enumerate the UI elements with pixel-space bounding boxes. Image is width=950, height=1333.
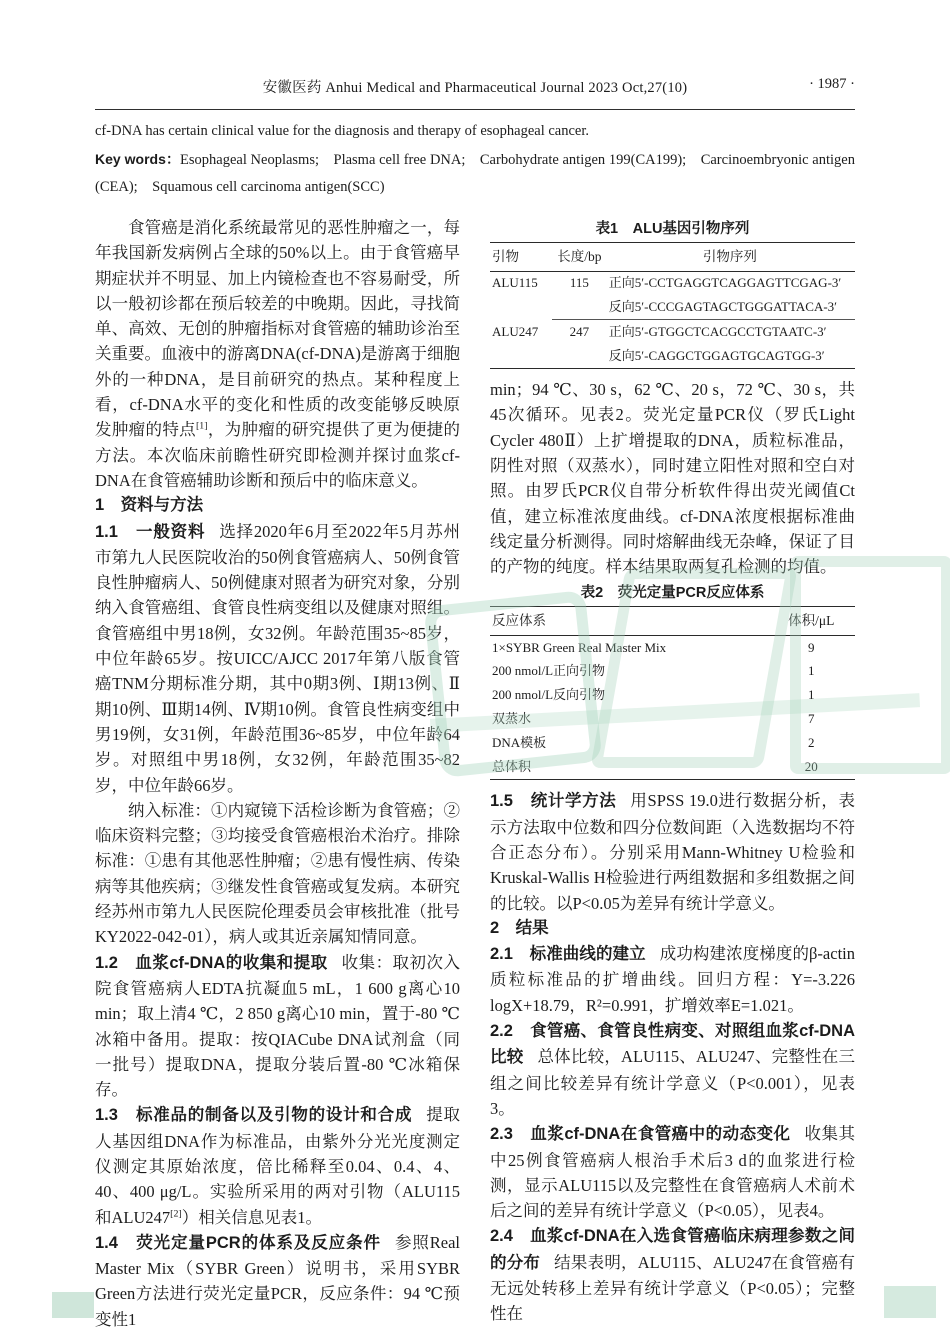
table-cell: 115 xyxy=(569,275,589,291)
table-cell: 20 xyxy=(804,758,818,774)
paragraph-1-4 xyxy=(95,1230,460,1332)
paragraph-2-3-head: 2.3 血浆cf-DNA在食管癌中的动态变化 xyxy=(490,1125,791,1144)
body-columns xyxy=(95,215,855,1332)
intro-text-a: 食管癌是消化系统最常见的恶性肿瘤之一，每年我国新发病例占全球的50%以上。由于食管癌早期症状并不明显、加上内镜检查也不容易耐受，所以一般初诊都在预后较差的中晚期。因此，寻找简单、高效、无创的肿瘤指标对食管癌的辅助诊治至关重要。血液中的游离DNA(cf-DNA)是游离于细胞外的一种DNA，是目前研究的热点。某种程度上看，cf-DNA水平的变化和性质的改变能够反映原发肿瘤的特点 xyxy=(95,218,460,440)
keywords-block xyxy=(95,146,855,201)
table-cell: 200 nmol/L反向引物 xyxy=(492,687,606,703)
table-cell: 1 xyxy=(807,663,815,679)
table-cell: 9 xyxy=(807,639,815,655)
table-column-header: 引物序列 xyxy=(607,243,855,272)
table-cell: ALU247 xyxy=(492,323,539,339)
paragraph-1-4-head: 1.4 荧光定量PCR的体系及反应条件 xyxy=(95,1233,381,1252)
table-row xyxy=(490,320,855,344)
table-row xyxy=(490,295,855,319)
reference-2-superscript: [2] xyxy=(170,1208,182,1220)
table-cell: 正向5′-GTGGCTCACGCCTGTAATC-3′ xyxy=(608,323,827,339)
paragraph-2-2-head: 2.2 食管癌、食管良性病变、对照组血浆cf-DNA比较 xyxy=(490,1022,855,1067)
right-column xyxy=(490,215,855,1332)
table-1-caption: 表1 ALU基因引物序列 xyxy=(595,221,750,237)
section-1-heading: 1 资料与方法 xyxy=(95,496,204,515)
paragraph-1-1-head: 1.1 一般资料 xyxy=(95,522,206,541)
paragraph-1-1-text: 选择2020年6月至2022年5月苏州市第九人民医院收治的50例食管癌病人、50例食管良性肿瘤病人、50例健康对照者为研究对象，分别纳入食管癌组、食管良性病变组以及健康对照组。食管癌组中男18例，女32例。年龄范围35~85岁，中位年龄65岁。按UICC/AJCC 2017年第八版食管癌TNM分期标准分期，其中0期3例、Ⅰ期13例、Ⅱ期10例、Ⅲ期14例、Ⅳ期10例。食管良性病变组中男19例，女31例，年龄范围36~85岁，中位年龄64岁。对照组中男18例，女32例，年龄范围35~82岁，中位年龄66岁。 xyxy=(95,521,461,795)
table-cell: 总体积 xyxy=(492,758,532,774)
journal-title: 安徽医药 Anhui Medical and Pharmaceutical Journal 2023 Oct,27(10) xyxy=(262,80,688,96)
table-2-caption: 表2 荧光定量PCR反应体系 xyxy=(580,585,765,602)
table-cell: 1×SYBR Green Real Master Mix xyxy=(492,639,667,655)
keywords-label: Key words： xyxy=(95,151,181,167)
table-cell: 1 xyxy=(807,687,815,703)
keywords-list: Esophageal Neoplasms; Plasma cell free DNA; Carbohydrate antigen 199(CA199); Carcinoembryonic antigen (CEA); Squamous cell carcinoma antigen(SCC) xyxy=(95,152,855,195)
table-1-header-row xyxy=(490,243,855,272)
table-cell: 7 xyxy=(807,711,815,727)
table-cell xyxy=(490,344,552,368)
paragraph-1-2-text: 收集：取初次入院食管癌病人EDTA抗凝血5 mL，1 600 g离心10 min；取上清4 ℃，2 850 g离心10 min，置于-80 ℃冰箱中备用。提取：按QIACube DNA试剂盒（同一批号）提取DNA，提取分装后置-80 ℃冰箱保存。 xyxy=(95,952,460,1100)
paragraph-2-4 xyxy=(490,1223,855,1326)
table-row xyxy=(490,732,855,756)
paragraph-1-3-text-b: ）相关信息见表1。 xyxy=(181,1207,322,1227)
table-row xyxy=(490,684,855,708)
table-cell: 2 xyxy=(807,735,815,751)
table-cell: 正向5′-CCTGAGGTCAGGAGTTCGAG-3′ xyxy=(608,275,842,291)
table-row xyxy=(490,660,855,684)
table-cell: 反向5′-CCCGAGTAGCTGGGATTACA-3′ xyxy=(607,295,855,319)
table-2-grid xyxy=(490,606,855,780)
table-2-header-row xyxy=(490,607,855,636)
paragraph-2-4-head: 2.4 血浆cf-DNA在入选食管癌临床病理参数之间的分布 xyxy=(490,1227,855,1272)
table-2 xyxy=(490,581,855,780)
table-row xyxy=(490,636,855,660)
paragraph-1-5 xyxy=(490,788,855,915)
watermark-corner-mark xyxy=(52,1292,94,1318)
table-cell: DNA模板 xyxy=(492,735,547,751)
paragraph-2-4-text: 结果表明，ALU115、ALU247在食管癌有无远处转移上差异有统计学意义（P<0.05）；完整性在 xyxy=(490,1252,855,1324)
paragraph-1-2-head: 1.2 血浆cf-DNA的收集和提取 xyxy=(95,953,328,972)
table-cell: 双蒸水 xyxy=(492,711,532,727)
table-column-header: 长度/bp xyxy=(552,243,607,272)
table-column-header: 体积/μL xyxy=(767,607,855,636)
paragraph-1-4-text: 参照Real Master Mix（SYBR Green）说明书，采用SYBR Green方法进行荧光定量PCR，反应条件：94 ℃预变性1 xyxy=(95,1232,460,1329)
table-cell: 200 nmol/L正向引物 xyxy=(492,663,606,679)
paragraph-2-2 xyxy=(490,1018,855,1121)
paragraph-2-1-text: 成功构建浓度梯度的β-actin质粒标准品的扩增曲线。回归方程：Y=-3.226 logX+18.79，R²=0.991，扩增效率E=1.021。 xyxy=(490,944,855,1015)
paragraph-1-2 xyxy=(95,950,460,1103)
table-cell xyxy=(490,295,552,319)
table-row xyxy=(490,271,855,295)
header-divider xyxy=(95,109,855,110)
paragraph-1-5-text: 用SPSS 19.0进行数据分析，表示方法取中位数和四分位数间距（入选数据均不符合正态分布）。分别采用Mann-Whitney U检验和Kruskal-Wallis H检验进行两组数据和多组数据之间的比较。以P<0.05为差异有统计学意义。 xyxy=(490,791,855,913)
paragraph-2-1-head: 2.1 标准曲线的建立 xyxy=(490,945,646,964)
intro-paragraph xyxy=(95,215,460,493)
watermark-corner-mark xyxy=(884,1286,936,1318)
table-1-grid xyxy=(490,242,855,369)
paragraph-2-1 xyxy=(490,941,855,1018)
paragraph-1-3-head: 1.3 标准品的制备以及引物的设计和合成 xyxy=(95,1106,413,1125)
intro-text-b: ，为肿瘤的研究提供了更为便捷的方法。本次临床前瞻性研究即检测并探讨血浆cf-DNA在食管癌辅助诊断和预后中的临床意义。 xyxy=(95,420,461,490)
page-header xyxy=(95,0,855,100)
paragraph-1-1 xyxy=(95,519,460,798)
paragraph-1-3-text-a: 提取人基因组DNA作为标准品，由紫外分光光度测定仪测定其原始浓度，倍比稀释至0.04、0.4、4、40、400 μg/L。实验所采用的两对引物（ALU115和ALU247 xyxy=(95,1105,460,1227)
paragraph-2-3-text: 收集其中25例食管癌病人根治手术后3 d的血浆进行检测，显示ALU115以及完整性在食管癌病人术前术后之间的差异有统计学意义（P<0.05），见表4。 xyxy=(490,1124,856,1221)
table-row xyxy=(490,708,855,732)
paragraph-2-3 xyxy=(490,1121,855,1223)
paragraph-pcr-conditions: min；94 ℃、30 s，62 ℃、20 s，72 ℃、30 s，共45次循环。见表2。荧光定量PCR仪（罗氏Light Cycler 480Ⅱ）上扩增提取的DNA，质粒标准品，阴性对照（双蒸水），同时建立阳性对照和空白对照。由罗氏PCR仪自带分析软件得出荧光阈值Ct值，建立标准浓度曲线。cf-DNA浓度根据标准曲线定量分析测得。同时熔解曲线无杂峰，保证了目的产物的纯度。样本结果取两复孔检测的均值。 xyxy=(490,380,855,577)
table-1 xyxy=(490,217,855,369)
table-cell xyxy=(552,295,607,319)
table-column-header: 引物 xyxy=(490,243,552,272)
table-cell: ALU115 xyxy=(492,275,538,291)
paragraph-1-3 xyxy=(95,1102,460,1229)
paragraph-1-5-head: 1.5 统计学方法 xyxy=(490,792,617,811)
reference-1-superscript: [1] xyxy=(196,420,208,432)
paragraph-2-2-text: 总体比较，ALU115、ALU247、完整性在三组之间比较差异有统计学意义（P<0.001），见表3。 xyxy=(490,1047,855,1118)
table-cell: 反向5′-CAGGCTGGAGTGCAGTGG-3′ xyxy=(608,347,825,363)
table-cell xyxy=(552,344,607,368)
left-column xyxy=(95,215,460,1332)
page-number: · 1987 · xyxy=(809,76,855,92)
abstract-last-line: cf-DNA has certain clinical value for the diagnosis and therapy of esophageal cancer. xyxy=(95,123,590,139)
section-2-heading: 2 结果 xyxy=(490,918,549,937)
criteria-paragraph: 纳入标准：①内窥镜下活检诊断为食管癌；②临床资料完整；③均接受食管癌根治术治疗。排除标准：①患有其他恶性肿瘤；②患有慢性病、传染病等其他疾病；③继发性食管癌或复发病。本研究经苏州市第九人民医院伦理委员会审核批准（批号KY2022-042-01），病人或其近亲属知情同意。 xyxy=(95,800,460,947)
table-cell: 247 xyxy=(569,323,590,339)
table-row xyxy=(490,344,855,368)
table-row xyxy=(490,755,855,779)
table-column-header: 反应体系 xyxy=(490,607,767,636)
